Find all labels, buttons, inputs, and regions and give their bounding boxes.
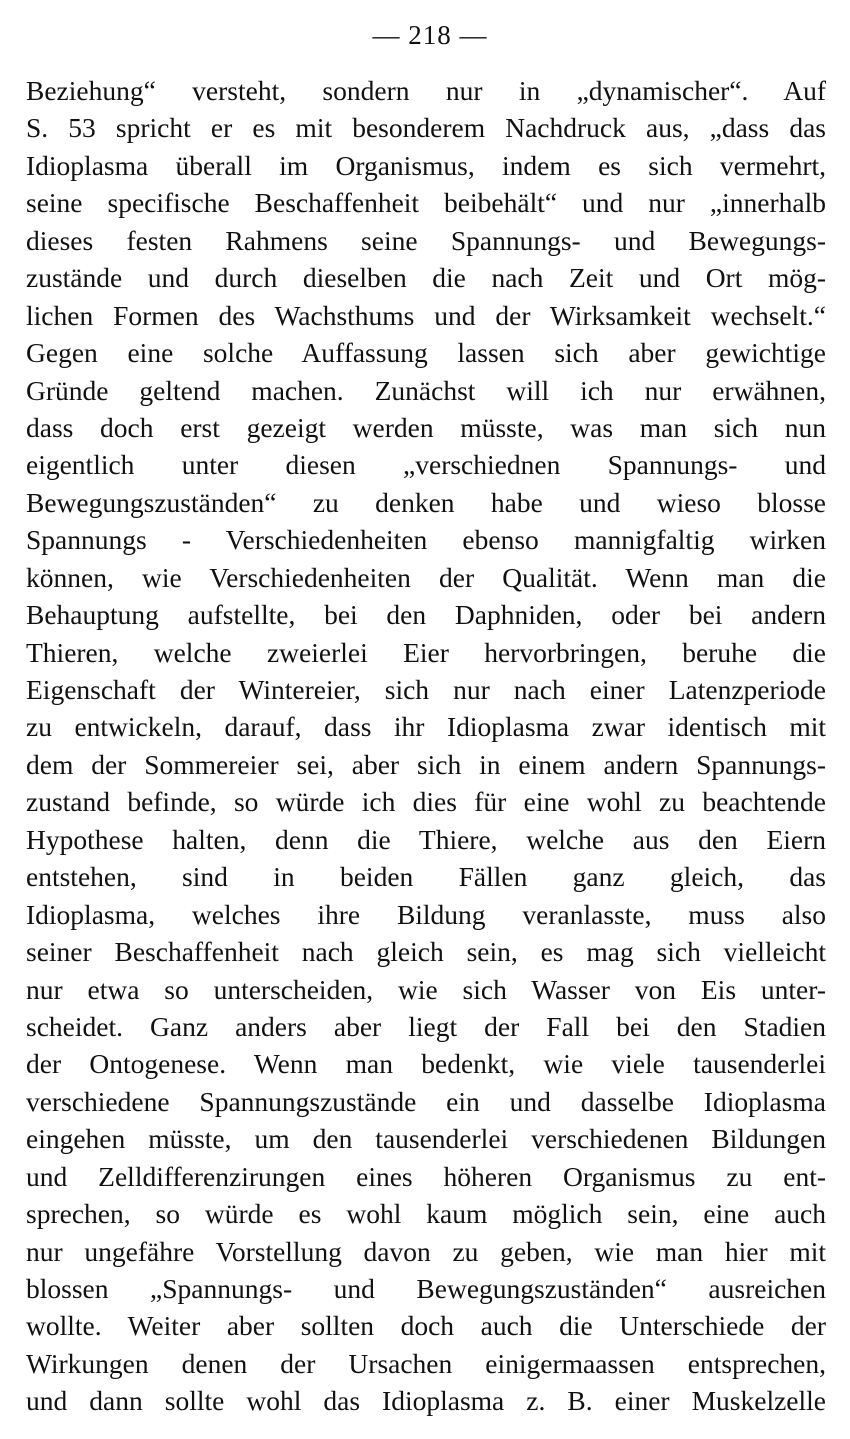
text-line: Eigenschaft der Wintereier, sich nur nach einer Latenzperiode [26, 674, 826, 705]
text-line: sprechen, so würde es wohl kaum möglich sein, eine auch [26, 1198, 826, 1230]
text-line: dass doch erst gezeigt werden müsste, was man sich nun [26, 411, 826, 443]
text-line: Bewegungszuständen“ zu denken habe und wieso blosse [26, 486, 826, 518]
text-line: Spannungs - Verschiedenheiten ebenso mannigfaltig wirken [26, 524, 826, 556]
text-line: Beziehung“ versteht, sondern nur in „dynamischer“. Auf [26, 75, 826, 106]
text-line: zustand befinde, so würde ich dies für eine wohl zu beachtende [26, 786, 826, 818]
text-line: Gegen eine solche Auffassung lassen sich aber gewichtige [26, 337, 826, 369]
text-line: eigentlich unter diesen „verschiednen Spannungs- und [26, 449, 826, 481]
body-text [26, 72, 826, 1420]
text-line: und Zelldifferenzirungen eines höheren Organismus zu ent- [26, 1160, 826, 1192]
text-line: wollte. Weiter aber sollten doch auch die Unterschiede der [26, 1310, 826, 1342]
text-line: Gründe geltend machen. Zunächst will ich nur erwähnen, [26, 374, 826, 406]
text-line: der Ontogenese. Wenn man bedenkt, wie viele tausenderlei [26, 1048, 826, 1080]
text-line: Wirkungen denen der Ursachen einigermaassen entsprechen, [26, 1347, 826, 1379]
text-line: nur ungefähre Vorstellung davon zu geben, wie man hier mit [26, 1235, 826, 1267]
text-line: entstehen, sind in beiden Fällen ganz gleich, das [26, 861, 826, 893]
text-line: Idioplasma überall im Organismus, indem es sich vermehrt, [26, 149, 826, 181]
text-line: seiner Beschaffenheit nach gleich sein, es mag sich vielleicht [26, 936, 826, 968]
text-line: dieses festen Rahmens seine Spannungs- und Bewegungs- [26, 224, 826, 256]
text-line: seine specifische Beschaffenheit beibehält“ und nur „innerhalb [26, 187, 826, 219]
text-line: eingehen müsste, um den tausenderlei verschiedenen Bildungen [26, 1123, 826, 1155]
text-line: dem der Sommereier sei, aber sich in einem andern Spannungs- [26, 748, 826, 780]
text-line: S. 53 spricht er es mit besonderem Nachdruck aus, „dass das [26, 112, 826, 144]
page-number: — 218 — [372, 20, 488, 50]
text-line: zu entwickeln, darauf, dass ihr Idioplasma zwar identisch mit [26, 711, 826, 743]
text-line: scheidet. Ganz anders aber liegt der Fall bei den Stadien [26, 1010, 826, 1042]
text-line: Hypothese halten, denn die Thiere, welche aus den Eiern [26, 823, 826, 855]
text-line: lichen Formen des Wachsthums und der Wirksamkeit wechselt.“ [26, 299, 826, 331]
text-line: und dann sollte wohl das Idioplasma z. B. einer Muskelzelle [26, 1385, 826, 1417]
text-line: zustände und durch dieselben die nach Zeit und Ort mög- [26, 262, 826, 294]
text-line: nur etwa so unterscheiden, wie sich Wasser von Eis unter- [26, 973, 826, 1005]
text-line: Thieren, welche zweierlei Eier hervorbringen, beruhe die [26, 636, 826, 668]
text-line: blossen „Spannungs- und Bewegungszuständen“ ausreichen [26, 1273, 826, 1304]
text-line: können, wie Verschiedenheiten der Qualität. Wenn man die [26, 561, 826, 593]
text-line: Idioplasma, welches ihre Bildung veranlasste, muss also [26, 898, 826, 930]
text-line: Behauptung aufstellte, bei den Daphniden, oder bei andern [26, 599, 826, 631]
text-line: verschiedene Spannungszustände ein und dasselbe Idioplasma [26, 1085, 826, 1117]
